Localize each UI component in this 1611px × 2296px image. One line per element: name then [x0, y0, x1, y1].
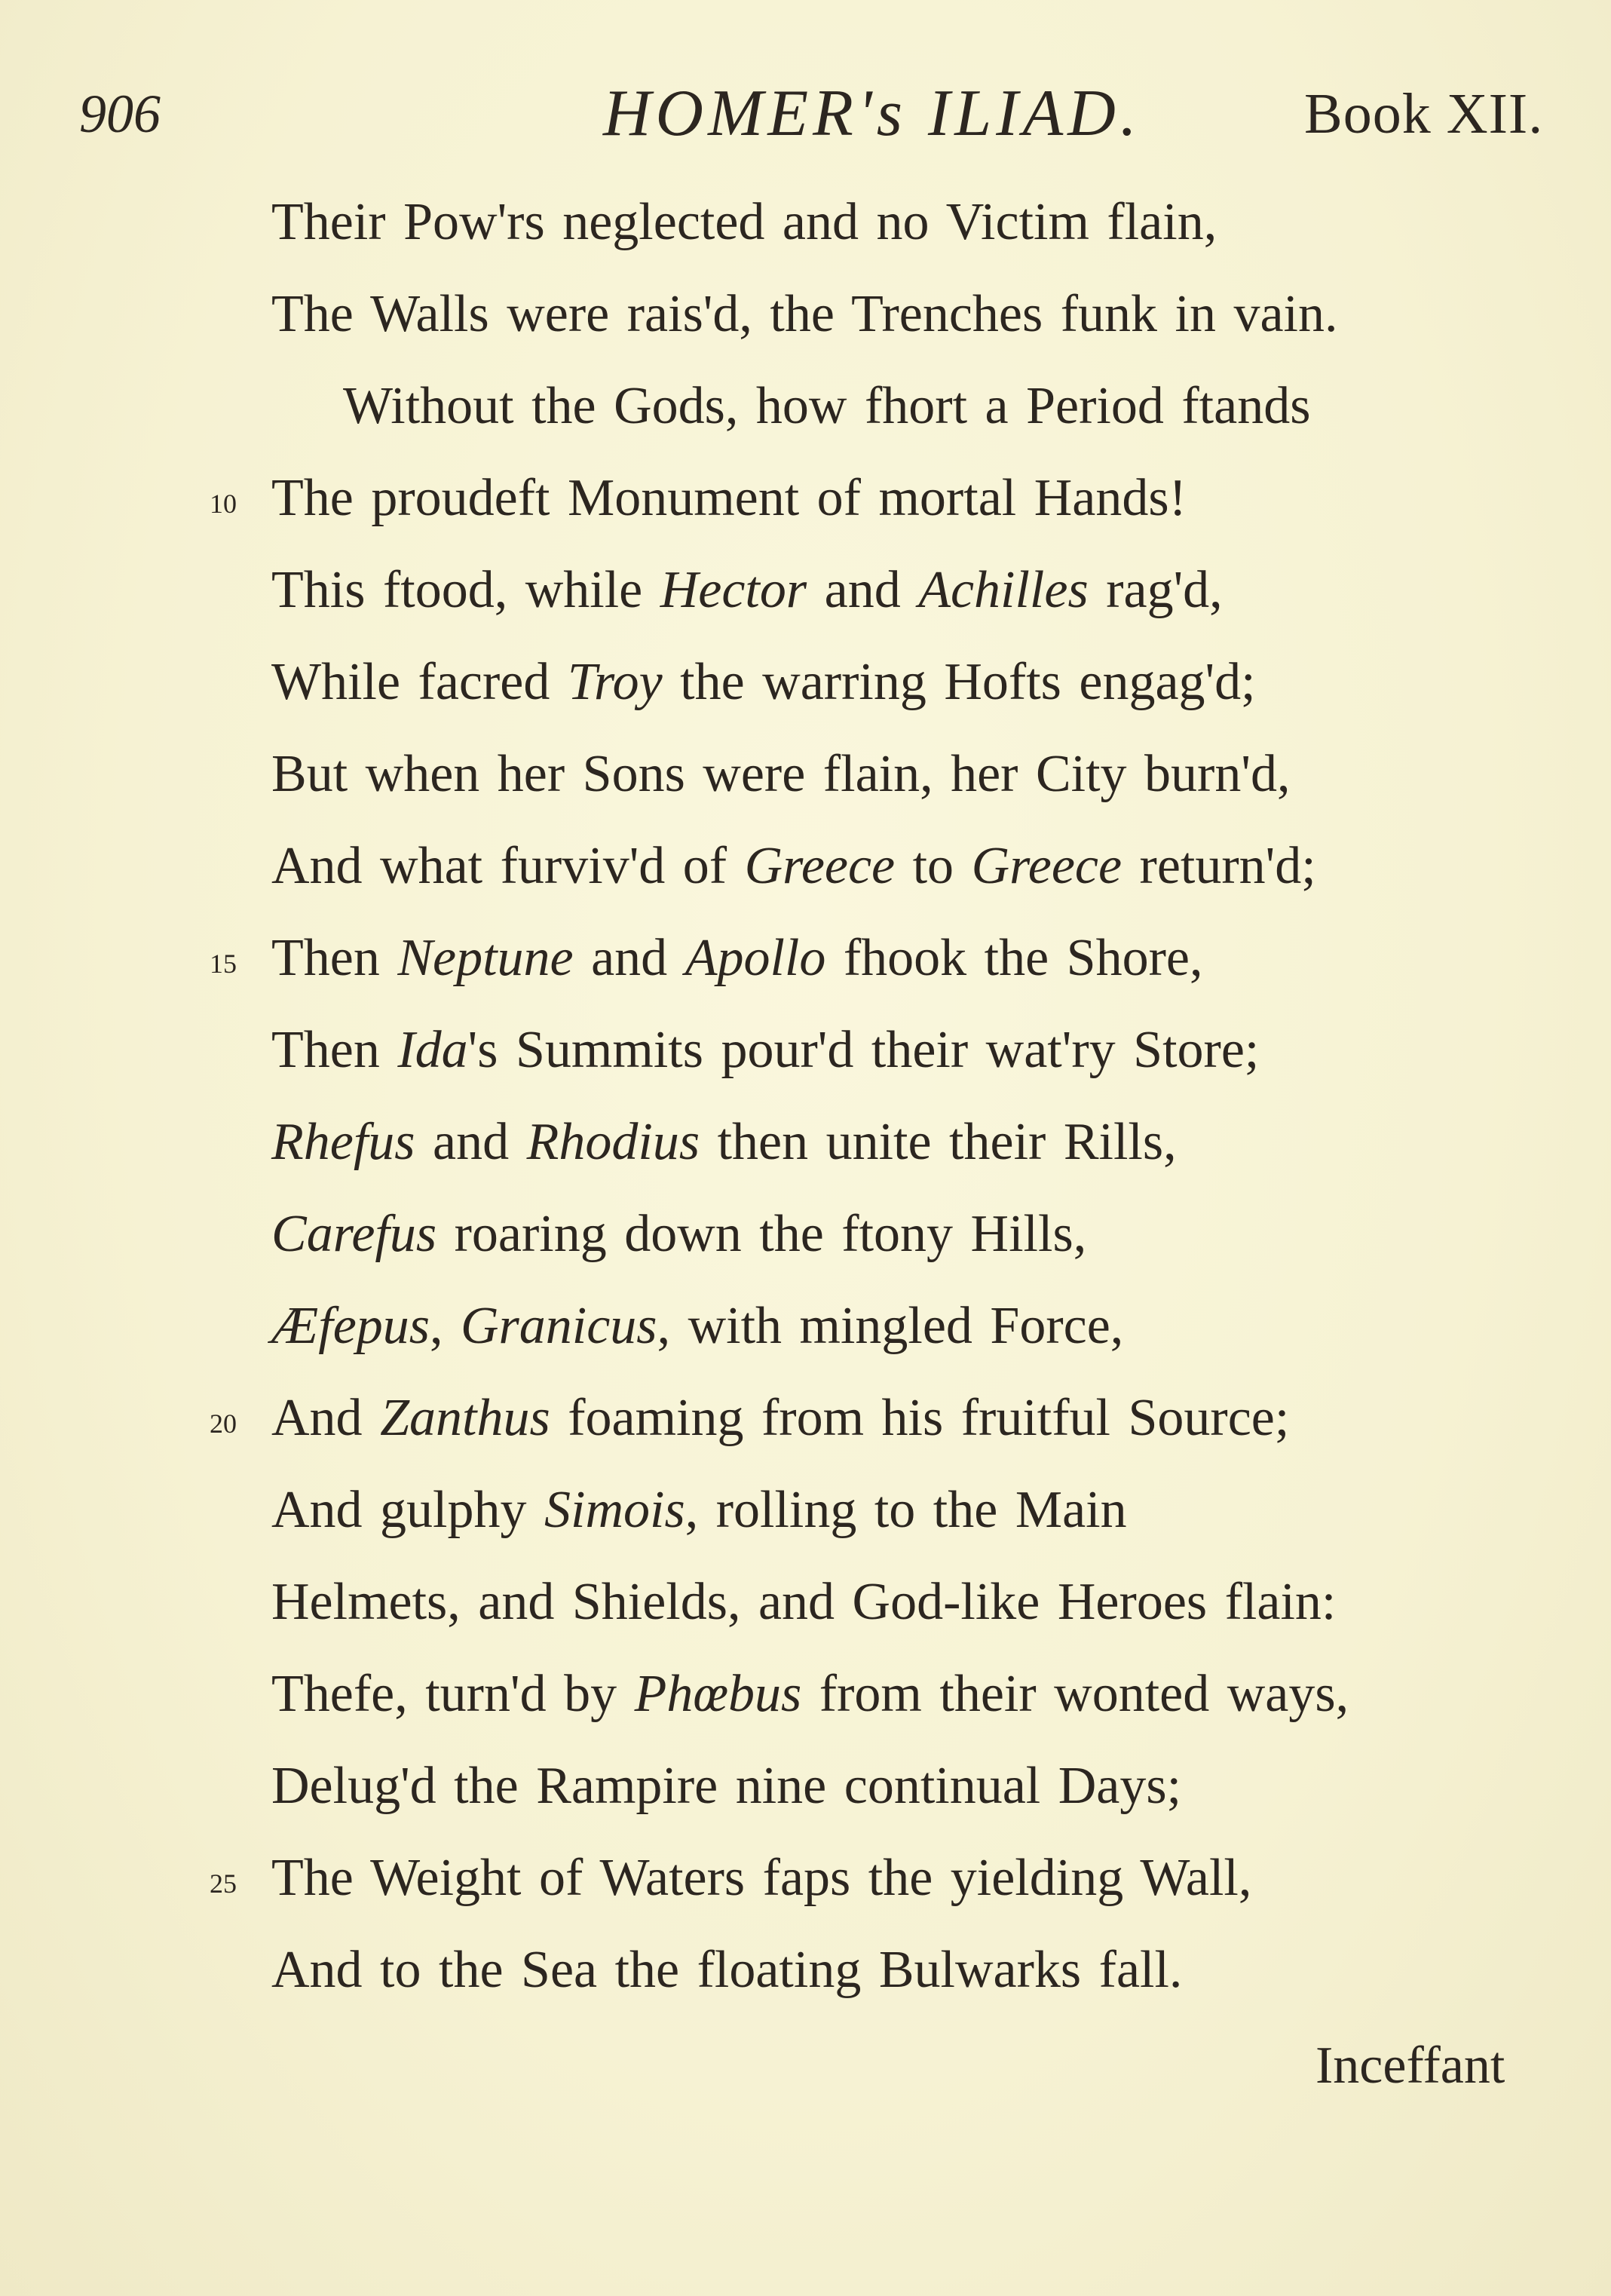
verse-segment: the warring Hofts engag'd; [662, 653, 1256, 711]
verse-text [271, 1572, 1336, 1632]
verse-line [0, 468, 1611, 544]
verse-line [0, 652, 1611, 728]
page-header [0, 75, 1611, 158]
verse-line [0, 1112, 1611, 1188]
italic-name: Zanthus [380, 1389, 550, 1447]
verse-segment: rag'd, [1088, 561, 1223, 619]
verse-text [343, 376, 1310, 437]
verse-text [271, 744, 1290, 805]
verse-line [0, 1296, 1611, 1372]
verse-text [271, 1296, 1123, 1356]
verse-segment: The Walls were rais'd, the Trenches funk in vain. [271, 285, 1338, 343]
verse-segment: Thefe, turn'd by [271, 1665, 635, 1723]
verse-line [0, 928, 1611, 1004]
verse-line [0, 1480, 1611, 1556]
verse-segment: and [415, 1113, 527, 1171]
catchword: Inceffant [1315, 2037, 1505, 2095]
verse-line [0, 1940, 1611, 2016]
verse-text [271, 1480, 1127, 1540]
verse-text [271, 1020, 1259, 1081]
verse-text [271, 560, 1223, 621]
verse-line [0, 376, 1611, 452]
verse-text [271, 284, 1338, 345]
verse-text [271, 1112, 1177, 1173]
verse-segment: and [573, 929, 685, 987]
verse-line [0, 1020, 1611, 1096]
italic-name: Phœbus [634, 1665, 802, 1723]
verse-segment: return'd; [1122, 837, 1316, 895]
verse-segment: Then [271, 1021, 398, 1079]
verse-segment: roaring down the ftony Hills, [436, 1205, 1087, 1263]
verse-line [0, 560, 1611, 636]
verse-line [0, 744, 1611, 820]
verse-segment: This ftood, while [271, 561, 660, 619]
verse-text [271, 1756, 1181, 1816]
verse-line [0, 836, 1611, 912]
verse-segment: While facred [271, 653, 568, 711]
italic-name: Greece [971, 837, 1122, 895]
verse-segment: , [430, 1297, 461, 1355]
italic-name: Granicus [461, 1297, 657, 1355]
verse-segment: And [271, 1389, 381, 1447]
verse-segment: And to the Sea the floating Bulwarks fall. [271, 1941, 1183, 1999]
verse-text [271, 928, 1202, 989]
italic-name: Troy [567, 653, 663, 711]
line-number: 10 [210, 489, 237, 519]
verse-segment: The proudeft Monument of mortal Hands! [271, 469, 1187, 527]
verse-line [0, 192, 1611, 268]
italic-name: Ida [397, 1021, 468, 1079]
verse-segment: And gulphy [271, 1481, 544, 1539]
verse-segment: Their Pow'rs neglected and no Victim flain, [271, 193, 1217, 251]
italic-name: Greece [744, 837, 896, 895]
verse-line [0, 284, 1611, 360]
verse-segment: Without the Gods, how fhort a Period ftands [343, 377, 1311, 435]
verse-segment: , rolling to the Main [685, 1481, 1127, 1539]
verse-text [271, 1664, 1349, 1724]
verse-segment: Helmets, and Shields, and God-like Heroes flain: [271, 1573, 1337, 1631]
verse-line [0, 1664, 1611, 1740]
book-label: Book XII. [1304, 82, 1544, 146]
verse-line [0, 1388, 1611, 1464]
line-number: 15 [210, 949, 237, 979]
verse-text [271, 1848, 1251, 1908]
verse-segment: then unite their Rills, [700, 1113, 1177, 1171]
verse-segment: The Weight of Waters faps the yielding Wall, [271, 1849, 1252, 1907]
italic-name: Simois [544, 1481, 685, 1539]
page-number: 906 [79, 84, 161, 144]
verse-line [0, 1572, 1611, 1648]
verse-segment: And what furviv'd of [271, 837, 745, 895]
italic-name: Carefus [271, 1205, 437, 1263]
verse-line [0, 1756, 1611, 1832]
running-title: HOMER's ILIAD. [603, 77, 1141, 150]
verse-text [271, 836, 1316, 897]
verse-segment: , with mingled Force, [657, 1297, 1124, 1355]
verse-text [271, 1940, 1182, 2000]
italic-name: Hector [660, 561, 807, 619]
verse-line [0, 1848, 1611, 1924]
verse-line [0, 1204, 1611, 1280]
italic-name: Apollo [685, 929, 826, 987]
verse-segment: 's Summits pour'd their wat'ry Store; [467, 1021, 1260, 1079]
verse-text [271, 652, 1256, 713]
line-number: 20 [210, 1409, 237, 1439]
verse-segment: from their wonted ways, [801, 1665, 1349, 1723]
verse-text [271, 1388, 1289, 1448]
italic-name: Æfepus [271, 1297, 430, 1355]
verse-segment: Then [271, 929, 398, 987]
verse-segment: But when her Sons were flain, her City burn'd, [271, 745, 1291, 803]
line-number: 25 [210, 1868, 237, 1899]
verse-segment: and [807, 561, 919, 619]
italic-name: Rhefus [271, 1113, 415, 1171]
verse-segment: to [895, 837, 972, 895]
verse-text [271, 1204, 1086, 1264]
verse-text [271, 468, 1187, 529]
italic-name: Neptune [397, 929, 574, 987]
verse-segment: foaming from his fruitful Source; [550, 1389, 1290, 1447]
verse-text [271, 192, 1217, 253]
italic-name: Achilles [918, 561, 1089, 619]
verse-segment: fhook the Shore, [825, 929, 1203, 987]
italic-name: Rhodius [526, 1113, 700, 1171]
verse-segment: Delug'd the Rampire nine continual Days; [271, 1757, 1182, 1815]
